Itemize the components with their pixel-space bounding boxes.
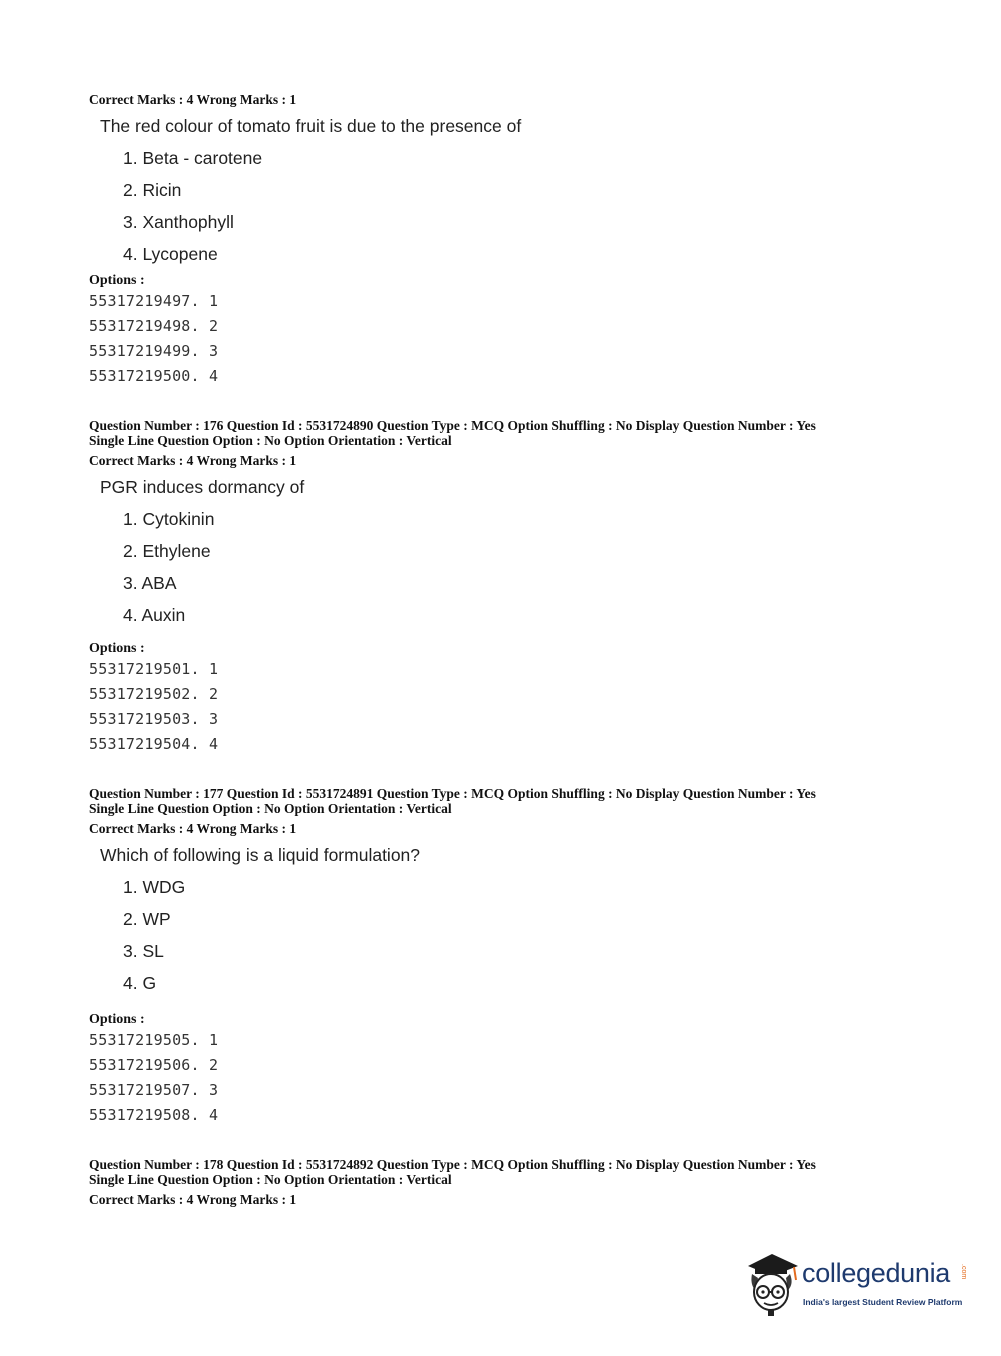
question-header-line2: Single Line Question Option : No Option Orientation : Vertical xyxy=(89,433,452,448)
answer-choice: 2. Ethylene xyxy=(123,541,211,561)
options-label: Options : xyxy=(89,273,145,288)
question-header-line2: Single Line Question Option : No Option Orientation : Vertical xyxy=(89,1172,452,1187)
option-id: 55317219499. 3 xyxy=(89,342,219,360)
option-id: 55317219497. 1 xyxy=(89,292,219,310)
question-text: Which of following is a liquid formulation? xyxy=(100,845,421,865)
answer-choice: 4. Auxin xyxy=(123,605,186,625)
question-header: Question Number : 178 Question Id : 5531724892 Question Type : MCQ Option Shuffling : No Display Question Number : Yes xyxy=(89,1157,816,1172)
mascot-icon xyxy=(742,1250,802,1320)
option-id: 55317219505. 1 xyxy=(89,1031,219,1049)
question-header: Question Number : 177 Question Id : 5531724891 Question Type : MCQ Option Shuffling : No Display Question Number : Yes xyxy=(89,786,816,801)
option-id: 55317219502. 2 xyxy=(89,685,219,703)
question-header-line2: Single Line Question Option : No Option Orientation : Vertical xyxy=(89,801,452,816)
answer-choice: 2. Ricin xyxy=(123,180,182,200)
answer-choice: 3. SL xyxy=(123,941,164,961)
answer-choice: 4. Lycopene xyxy=(123,244,218,264)
logo-wordmark: collegedunia xyxy=(802,1258,951,1288)
option-id: 55317219498. 2 xyxy=(89,317,219,335)
marks-line: Correct Marks : 4 Wrong Marks : 1 xyxy=(89,453,297,468)
answer-choice: 3. ABA xyxy=(123,573,177,593)
option-id: 55317219507. 3 xyxy=(89,1081,219,1099)
question-text: The red colour of tomato fruit is due to the presence of xyxy=(100,116,522,136)
marks-line: Correct Marks : 4 Wrong Marks : 1 xyxy=(89,92,297,107)
logo-tagline: India's largest Student Review Platform xyxy=(803,1297,963,1307)
option-id: 55317219503. 3 xyxy=(89,710,219,728)
answer-choice: 1. WDG xyxy=(123,877,186,897)
option-id: 55317219504. 4 xyxy=(89,735,219,753)
options-label: Options : xyxy=(89,641,145,656)
question-header: Question Number : 176 Question Id : 5531724890 Question Type : MCQ Option Shuffling : No Display Question Number : Yes xyxy=(89,418,816,433)
option-id: 55317219508. 4 xyxy=(89,1106,219,1124)
marks-line: Correct Marks : 4 Wrong Marks : 1 xyxy=(89,1192,297,1207)
answer-choice: 3. Xanthophyll xyxy=(123,212,234,232)
marks-line: Correct Marks : 4 Wrong Marks : 1 xyxy=(89,821,297,836)
option-id: 55317219500. 4 xyxy=(89,367,219,385)
options-label: Options : xyxy=(89,1012,145,1027)
answer-choice: 4. G xyxy=(123,973,157,993)
logo-suffix: .com xyxy=(960,1264,967,1280)
option-id: 55317219501. 1 xyxy=(89,660,219,678)
answer-choice: 1. Cytokinin xyxy=(123,509,215,529)
collegedunia-logo xyxy=(742,1250,972,1320)
option-id: 55317219506. 2 xyxy=(89,1056,219,1074)
answer-choice: 2. WP xyxy=(123,909,171,929)
answer-choice: 1. Beta - carotene xyxy=(123,148,263,168)
question-text: PGR induces dormancy of xyxy=(100,477,305,497)
